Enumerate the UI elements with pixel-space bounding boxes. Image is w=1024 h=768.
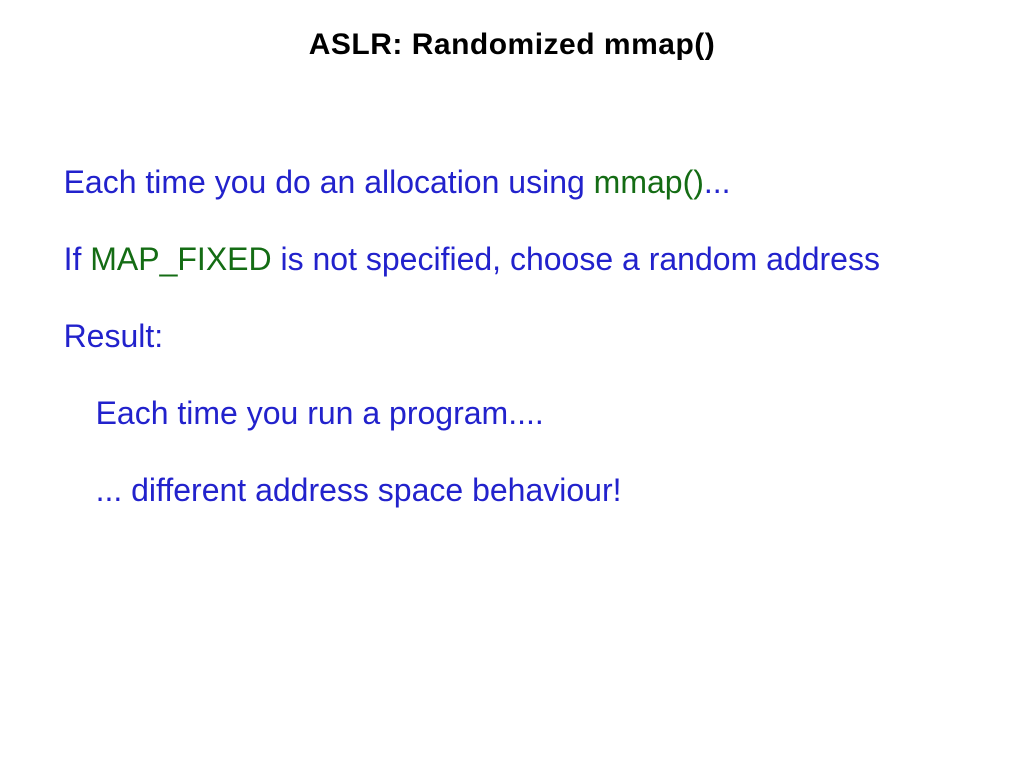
slide-title: ASLR: Randomized mmap(): [308, 28, 716, 61]
text-segment: Each time you do an allocation using: [63, 164, 594, 200]
text-segment: ...: [703, 164, 731, 200]
text-segment: If: [63, 241, 91, 277]
code-mmap: mmap(): [593, 164, 704, 200]
body-line-behaviour: [60, 430, 622, 550]
text-segment: Result:: [63, 318, 164, 354]
text-segment: Each time you run a program....: [95, 395, 544, 431]
text-segment: is not specified, choose a random address: [271, 241, 880, 277]
text-segment: ... different address space behaviour!: [95, 472, 622, 508]
code-map-fixed: MAP_FIXED: [90, 241, 272, 277]
